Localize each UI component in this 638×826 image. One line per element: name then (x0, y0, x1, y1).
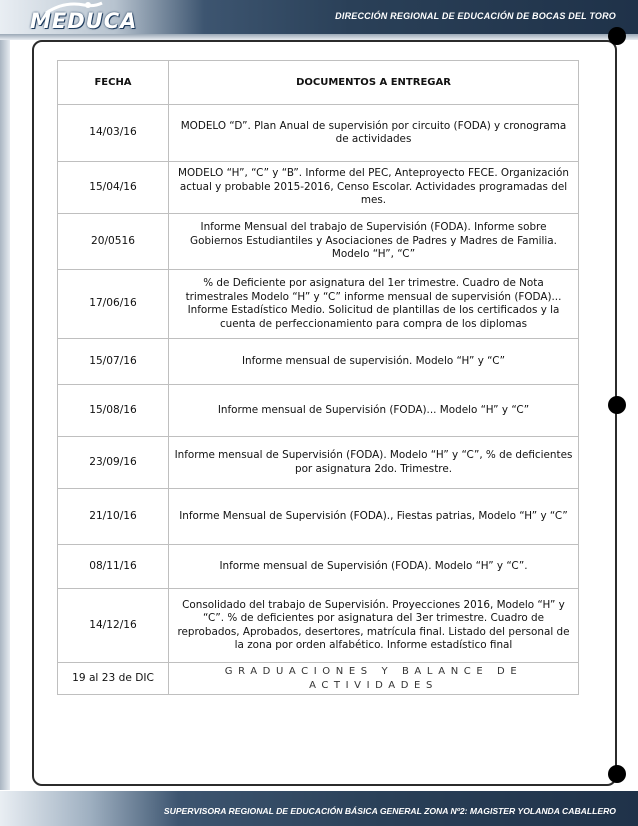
table-row (58, 270, 579, 339)
row-document: Informe mensual de Supervisión (FODA). Modelo “H” y “C”, % de deficientes por asignatura 2do. Trimestre. (169, 437, 579, 489)
table-row (58, 385, 579, 437)
header-band (0, 0, 638, 34)
table-row (58, 162, 579, 214)
row-document: Informe mensual de Supervisión (FODA)... Modelo “H” y “C” (169, 385, 579, 437)
header-documentos: DOCUMENTOS A ENTREGAR (169, 61, 579, 105)
row-date: 20/0516 (58, 214, 169, 270)
binder-dot (608, 396, 626, 414)
header-title: DIRECCIÓN REGIONAL DE EDUCACIÓN DE BOCAS DEL TORO (335, 11, 616, 21)
row-date: 15/08/16 (58, 385, 169, 437)
row-date: 14/03/16 (58, 105, 169, 162)
table-row (58, 437, 579, 489)
row-document: Informe Mensual de Supervisión (FODA)., Fiestas patrias, Modelo “H” y “C” (169, 489, 579, 545)
row-document: Consolidado del trabajo de Supervisión. Proyecciones 2016, Modelo “H” y “C”. % de deficientes por asignatura del 3er trimestre. Cuadro de reprobados, Aprobados, desertores, matrícula final. Listado del personal de la zona por orden alfabético. Informe estadístico final (169, 589, 579, 663)
row-date: 14/12/16 (58, 589, 169, 663)
binder-dot (608, 27, 626, 45)
row-document: Informe mensual de Supervisión (FODA). Modelo “H” y “C”. (169, 545, 579, 589)
table-row (58, 589, 579, 663)
row-document: MODELO “H”, “C” y “B”. Informe del PEC, Anteproyecto FECE. Organización actual y probable 2015-2016, Censo Escolar. Actividades programadas del mes. (169, 162, 579, 214)
row-date: 19 al 23 de DIC (58, 663, 169, 695)
row-document: GRADUACIONES Y BALANCE DE ACTIVIDADES (169, 663, 579, 695)
table-row (58, 214, 579, 270)
footer-title: SUPERVISORA REGIONAL DE EDUCACIÓN BÁSICA GENERAL ZONA Nº2: MAGISTER YOLANDA CABALLERO (163, 806, 616, 816)
row-document: % de Deficiente por asignatura del 1er trimestre. Cuadro de Nota trimestrales Modelo “H” y “C” informe mensual de supervisión (FODA)... Informe Estadístico Medio. Solicitud de plantillas de los certificados y la cuenta de perfeccionamiento para compra de los diplomas (169, 270, 579, 339)
header-fecha: FECHA (58, 61, 169, 105)
table-header-row (58, 61, 579, 105)
table-row (58, 489, 579, 545)
table-row (58, 339, 579, 385)
row-document: Informe mensual de supervisión. Modelo “H” y “C” (169, 339, 579, 385)
row-document: Informe Mensual del trabajo de Supervisión (FODA). Informe sobre Gobiernos Estudiantiles y Asociaciones de Padres y Madres de Familia. Modelo “H”, “C” (169, 214, 579, 270)
logo-text: MEDUCA (30, 9, 138, 33)
table-row (58, 105, 579, 162)
row-date: 08/11/16 (58, 545, 169, 589)
row-date: 21/10/16 (58, 489, 169, 545)
row-date: 15/04/16 (58, 162, 169, 214)
schedule-table (57, 60, 579, 695)
binder-dot (608, 765, 626, 783)
left-side-bar (0, 40, 10, 790)
logo-swoosh-icon (44, 1, 104, 15)
footer-band (0, 791, 638, 826)
row-date: 17/06/16 (58, 270, 169, 339)
table-row (58, 663, 579, 695)
row-date: 15/07/16 (58, 339, 169, 385)
table-row (58, 545, 579, 589)
row-document: MODELO “D”. Plan Anual de supervisión por circuito (FODA) y cronograma de actividades (169, 105, 579, 162)
meduca-logo (30, 5, 137, 33)
row-date: 23/09/16 (58, 437, 169, 489)
